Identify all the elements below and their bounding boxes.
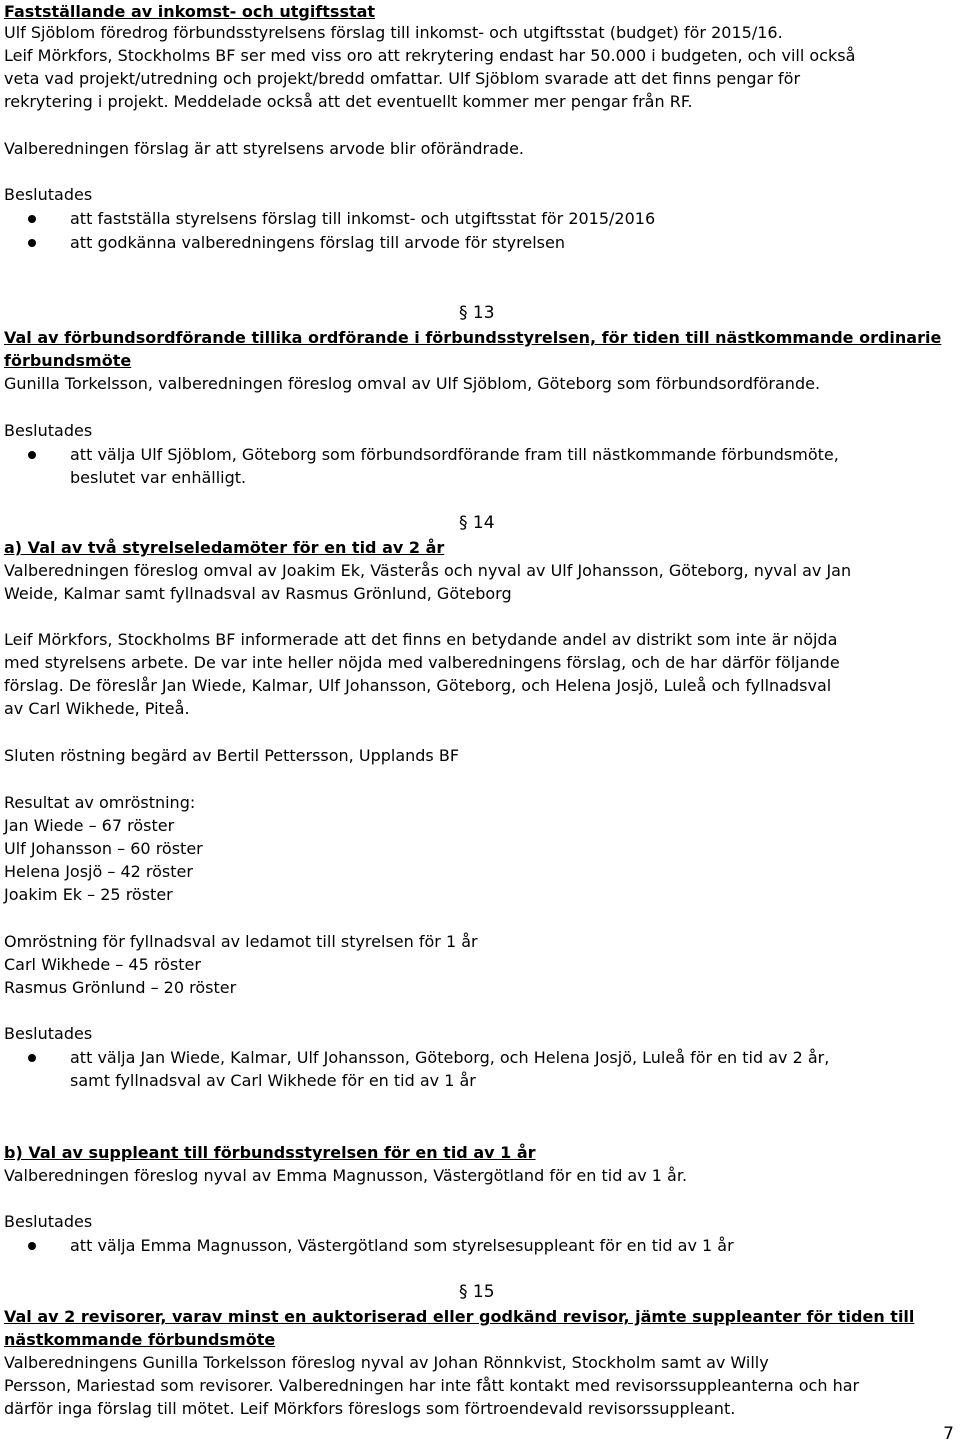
result-line: Ulf Johansson – 60 röster [4,839,203,858]
paragraph-line: av Carl Wikhede, Piteå. [4,699,190,718]
section-heading-13: Val av förbundsordförande tillika ordförande i förbundsstyrelsen, för tiden till nästkommande ordinarie [4,328,942,347]
section-number-14 [459,512,495,535]
section-heading-15: Val av 2 revisorer, varav minst en auktoriserad eller godkänd revisor, jämte suppleanter för tiden till [4,1307,915,1326]
decision-item: att välja Ulf Sjöblom, Göteborg som förbundsordförande fram till nästkommande förbundsmöte, [70,445,839,464]
section-number: 13 [472,303,495,323]
section-sign: § [459,303,468,323]
paragraph-line: Valberedningen förslag är att styrelsens arvode blir oförändrade. [4,139,524,158]
paragraph-line: Leif Mörkfors, Stockholms BF ser med viss oro att rekrytering endast har 50.000 i budgeten, och vill också [4,46,856,65]
section-heading-13-cont: förbundsmöte [4,351,132,370]
subheading-b: b) Val av suppleant till förbundsstyrelsen för en tid av 1 år [4,1143,536,1162]
bullet-icon [28,1054,36,1062]
section-sign: § [459,513,468,533]
subheading-a: a) Val av två styrelseledamöter för en tid av 2 år [4,538,445,557]
decision-item: att fastställa styrelsens förslag till inkomst- och utgiftsstat för 2015/2016 [70,209,656,228]
result-line: Joakim Ek – 25 röster [4,885,173,904]
decision-item: att godkänna valberedningens förslag till arvode för styrelsen [70,233,565,252]
section-heading-budget: Fastställande av inkomst- och utgiftsstat [4,2,376,21]
paragraph-line: veta vad projekt/utredning och projekt/bredd omfattar. Ulf Sjöblom svarade att det finns pengar för [4,69,801,88]
paragraph-line: Valberedningen föreslog nyval av Emma Magnusson, Västergötland för en tid av 1 år. [4,1166,688,1185]
beslutades-label: Beslutades [4,185,93,204]
paragraph-line: Valberedningens Gunilla Torkelsson föreslog nyval av Johan Rönnkvist, Stockholm samt av Willy [4,1353,769,1372]
decision-item: att välja Emma Magnusson, Västergötland som styrelsesuppleant för en tid av 1 år [70,1236,734,1255]
paragraph-line: förslag. De föreslår Jan Wiede, Kalmar, Ulf Johansson, Göteborg, och Helena Josjö, Luleå och fyllnadsval [4,676,832,695]
paragraph-line: Sluten röstning begärd av Bertil Pettersson, Upplands BF [4,746,460,765]
bullet-icon [28,451,36,459]
bullet-icon [28,239,36,247]
page-number: 7 [943,1424,954,1444]
paragraph-line: Leif Mörkfors, Stockholms BF informerade att det finns en betydande andel av distrikt som inte är nöjda [4,630,838,649]
result-line: Jan Wiede – 67 röster [4,816,175,835]
section-number: 15 [472,1282,495,1302]
section-number: 14 [472,513,495,533]
section-number-15 [459,1281,495,1304]
bullet-icon [28,1242,36,1250]
paragraph-line: Weide, Kalmar samt fyllnadsval av Rasmus Grönlund, Göteborg [4,584,512,603]
decision-item: att välja Jan Wiede, Kalmar, Ulf Johansson, Göteborg, och Helena Josjö, Luleå för en tid av 2 år, [70,1048,830,1067]
result-line: Resultat av omröstning: [4,793,196,812]
result-line: Omröstning för fyllnadsval av ledamot till styrelsen för 1 år [4,932,478,951]
paragraph-line: Persson, Mariestad som revisorer. Valberedningen har inte fått kontakt med revisorssuppleanterna och har [4,1376,860,1395]
paragraph-line: Valberedningen föreslog omval av Joakim Ek, Västerås och nyval av Ulf Johansson, Göteborg, nyval av Jan [4,561,852,580]
beslutades-label: Beslutades [4,1024,93,1043]
section-sign: § [459,1282,468,1302]
section-number-13 [459,302,495,325]
paragraph-line: därför inga förslag till mötet. Leif Mörkfors föreslogs som förtroendevald revisorssuppleant. [4,1399,736,1418]
beslutades-label: Beslutades [4,1212,93,1231]
decision-item-cont: samt fyllnadsval av Carl Wikhede för en tid av 1 år [70,1071,476,1090]
paragraph-line: rekrytering i projekt. Meddelade också att det eventuellt kommer mer pengar från RF. [4,92,693,111]
bullet-icon [28,215,36,223]
beslutades-label: Beslutades [4,421,93,440]
result-line: Helena Josjö – 42 röster [4,862,193,881]
decision-item-cont: beslutet var enhälligt. [70,468,247,487]
paragraph-line: Ulf Sjöblom föredrog förbundsstyrelsens förslag till inkomst- och utgiftsstat (budget) för 2015/16. [4,23,783,42]
section-heading-15-cont: nästkommande förbundsmöte [4,1330,276,1349]
result-line: Rasmus Grönlund – 20 röster [4,978,237,997]
result-line: Carl Wikhede – 45 röster [4,955,201,974]
paragraph-line: med styrelsens arbete. De var inte heller nöjda med valberedningens förslag, och de har därför följande [4,653,840,672]
paragraph-line: Gunilla Torkelsson, valberedningen föreslog omval av Ulf Sjöblom, Göteborg som förbundsordförande. [4,374,821,393]
